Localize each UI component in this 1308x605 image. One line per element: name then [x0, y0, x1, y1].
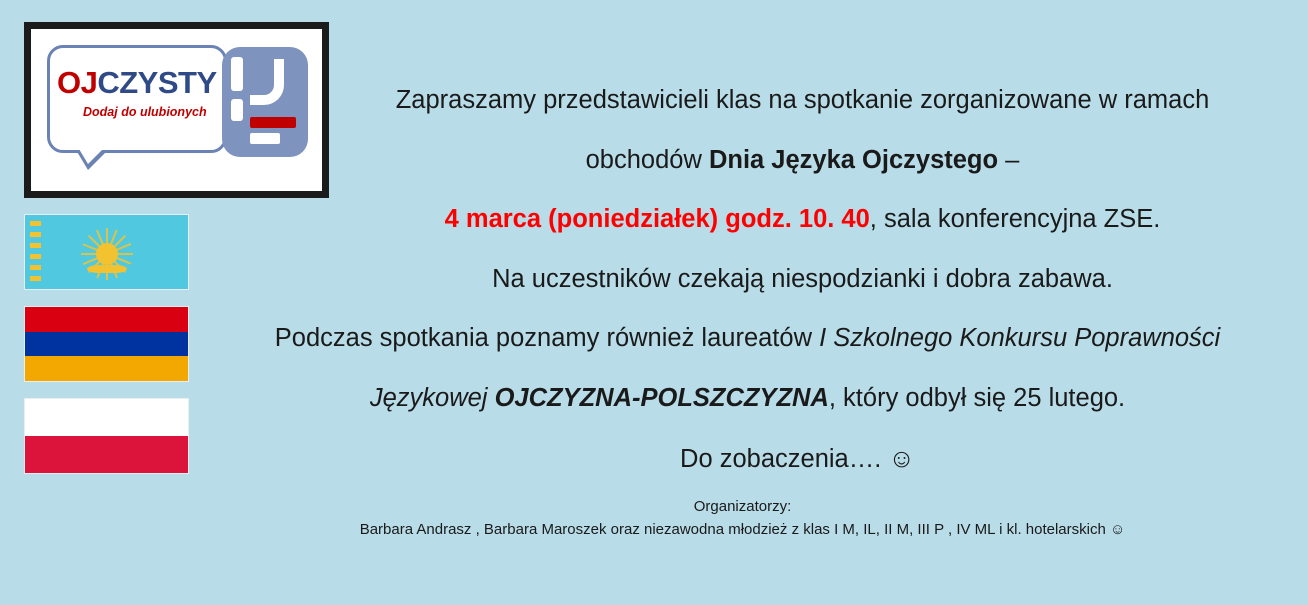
announcement-line-3	[200, 207, 1285, 233]
line2-prefix: obchodów	[585, 145, 709, 174]
contest-title: OJCZYZNA-POLSZCZYZNA	[494, 383, 829, 412]
announcement-line-6	[200, 383, 1285, 412]
logo-tagline: Dodaj do ulubionych	[83, 105, 207, 119]
announcement-line-1: Zapraszamy przedstawicieli klas na spotkanie zorganizowane w ramach	[395, 86, 1210, 114]
announcement-line-2	[200, 145, 1285, 174]
line2-suffix: –	[998, 145, 1020, 174]
organizers-block	[200, 495, 1285, 542]
flag-pl-stripe-white	[25, 399, 188, 436]
announcement-line-4: Na uczestników czekają niespodzianki i dobra zabawa.	[492, 264, 1113, 293]
closing-text: Do zobaczenia….	[680, 445, 882, 473]
flag-kazakhstan	[24, 214, 189, 290]
flag-am-stripe-blue	[25, 332, 188, 357]
smiley-icon: ☺	[888, 443, 915, 473]
announcement-text	[200, 88, 1285, 507]
logo-wordmark	[57, 65, 217, 101]
logo-word-part2: CZYSTY	[97, 65, 217, 100]
announcement-line-5	[200, 326, 1285, 352]
line5-prefix: Podczas spotkania poznamy również laureatów	[274, 324, 820, 352]
contest-name-part1: I Szkolnego Konkursu Poprawności	[819, 324, 1221, 352]
line6-suffix: , który odbył się 25 lutego.	[828, 383, 1126, 412]
flag-kz-eagle-icon	[87, 265, 127, 273]
flag-am-stripe-red	[25, 307, 188, 332]
flag-kz-sun-icon	[96, 243, 118, 265]
event-location: , sala konferencyjna ZSE.	[869, 205, 1161, 233]
flag-pl-stripe-red	[25, 436, 188, 473]
line2-event-name: Dnia Języka Ojczystego	[708, 145, 999, 174]
announcement-line-7	[200, 445, 1285, 473]
organizers-heading: Organizatorzy:	[693, 498, 792, 515]
contest-name-part2: Językowej	[369, 383, 495, 412]
event-datetime: 4 marca (poniedziałek) godz. 10. 40	[444, 205, 870, 233]
flag-kz-ornament	[30, 221, 41, 285]
logo-bar-white-tall	[231, 57, 243, 91]
organizers-names: Barbara Andrasz , Barbara Maroszek oraz niezawodna młodzież z klas I M, IL, II M, III P , IV ML i kl. hotelarskich ☺	[359, 521, 1126, 539]
flag-poland	[24, 398, 189, 474]
logo-word-part1: OJ	[57, 65, 98, 100]
flag-armenia	[24, 306, 189, 382]
flag-am-stripe-orange	[25, 356, 188, 381]
